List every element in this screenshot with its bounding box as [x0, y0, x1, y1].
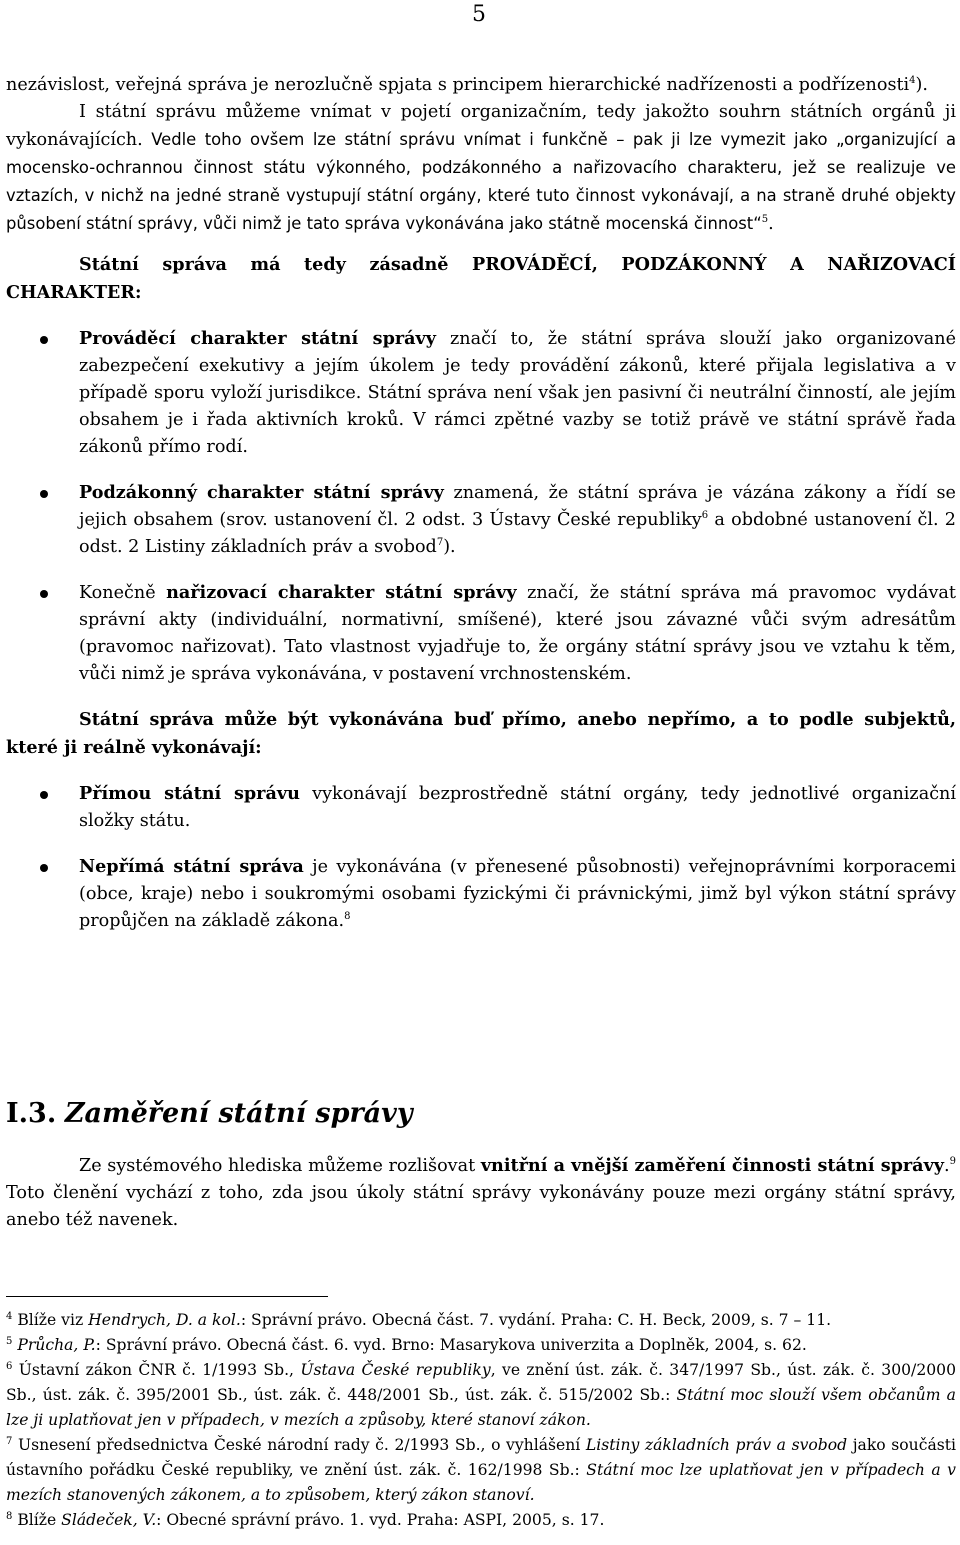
list-item-text: ).	[443, 537, 456, 557]
paragraph-4	[6, 706, 956, 762]
footnote-text: : Správní právo. Obecná část. 6. vyd. Brno: Masarykova univerzita a Doplněk, 2004, s. 62.	[95, 1336, 807, 1354]
footnote-7	[6, 1433, 956, 1508]
footnote-italic: Státní moc slouží všem občanům a lze ji uplatňovat jen v případech, v mezích a způsoby, které stanoví zákon.	[6, 1386, 956, 1429]
footnote-text: Usnesení předsednictva České národní rady č. 2/1993 Sb., o vyhlášení	[12, 1436, 586, 1454]
paragraph-4-bold: Státní správa může být vykonávána buď přímo, anebo nepřímo, a to podle subjektů, které ji reálně vykonávají:	[6, 709, 956, 758]
footnote-text: : Obecné správní právo. 1. vyd. Praha: ASPI, 2005, s. 17.	[156, 1511, 605, 1529]
footnote-text: : Správní právo. Obecná část. 7. vydání. Praha: C. H. Beck, 2009, s. 7 – 11.	[240, 1311, 832, 1329]
paragraph-1-text: nezávislost, veřejná správa je nerozlučně spjata s principem hierarchické nadřízenosti a podřízenosti	[6, 75, 910, 95]
bullet-list-1	[6, 325, 956, 688]
bullet-icon	[40, 490, 48, 498]
section-heading	[6, 1098, 413, 1129]
list-item-text: vykonávají bezprostředně státní orgány, tedy jednotlivé organizační složky státu.	[79, 784, 957, 831]
paragraph-5-text: Toto členění vychází z toho, zda jsou úkoly státní správy vykonávány pouze mezi orgány státní správy, anebo též navenek.	[6, 1183, 956, 1230]
footnote-italic: Státní moc lze uplatňovat jen v případech a v mezích stanovených zákonem, a to způsobem, který zákon stanoví.	[6, 1461, 956, 1504]
list-item-text: značí, že státní správa má pravomoc vydávat správní akty (individuální, normativní, smíšené), které jsou závazné vůči svým adresátům (pravomoc nařizovat). Tato vlastnost vyjadřuje to, že orgány státní správy jsou ve vztahu k těm, vůči nimž je správa vykonávána, v postavení vrchnostenském.	[79, 583, 956, 684]
footnote-ref-6: 6	[701, 510, 709, 522]
footnote-text: Blíže viz	[12, 1311, 89, 1329]
footnote-number: 7	[6, 1435, 13, 1447]
paragraph-1	[6, 72, 956, 99]
list-item-text: značí to, že státní správa slouží jako organizované zabezpečení exekutivy a jejím úkolem je tedy provádění zákonů, které přijala legislativa a v případě sporu vyloží jurisdikce. Státní správa není však jen pasivní či neutrální činností, ale jejím obsahem je i řada aktivních kroků. V rámci zpětné vazby se totiž právě ve státní správě řada zákonů přímo rodí.	[79, 329, 956, 457]
footnote-italic: Hendrych, D. a kol.	[88, 1311, 241, 1329]
paragraph-1-tail: ).	[915, 75, 929, 95]
bullet-icon	[40, 791, 48, 799]
body-text-section	[6, 1152, 956, 1234]
footnote-ref-4: 4	[909, 75, 916, 87]
list-item-text: Konečně	[79, 583, 167, 603]
footnote-number: 6	[6, 1360, 13, 1372]
paragraph-2-text: I státní správu můžeme vnímat v pojetí organizačním, tedy jakožto souhrn státních orgánů ji vykonávajících.	[6, 102, 956, 150]
page-number: 5	[472, 2, 486, 27]
list-item	[6, 479, 956, 561]
list-item-text: znamená, že státní správa je vázána zákony a řídí se jejich obsahem (srov. ustanovení čl. 2 odst. 3 Ústavy České republiky	[79, 483, 956, 530]
footnote-ref-8: 8	[344, 911, 351, 923]
footnote-ref-5: 5	[761, 214, 769, 226]
list-item	[6, 579, 956, 688]
bullet-icon	[40, 336, 48, 344]
footnote-number: 5	[6, 1335, 13, 1347]
section-number: I.3.	[6, 1098, 57, 1129]
footnote-ref-9: 9	[949, 1156, 956, 1168]
list-item-bold: Podzákonný charakter státní správy	[79, 482, 444, 503]
body-text	[6, 72, 956, 935]
footnote-text: Ústavní zákon ČNR č. 1/1993 Sb.,	[12, 1361, 301, 1379]
list-item-bold: nařizovací charakter státní správy	[166, 582, 517, 603]
paragraph-2-tail: .	[768, 214, 774, 234]
footnote-separator	[6, 1296, 328, 1297]
bullet-list-2	[6, 780, 956, 935]
footnote-6	[6, 1358, 956, 1433]
list-item-text: a obdobné ustanovení čl. 2 odst. 2 Listiny základních práv a svobod	[79, 510, 956, 557]
footnote-number: 8	[6, 1510, 13, 1522]
list-item	[6, 853, 956, 935]
footnote-5	[6, 1333, 956, 1358]
footnote-italic: Ústava České republiky	[300, 1361, 491, 1379]
paragraph-5-text: Ze systémového hlediska můžeme rozlišovat	[79, 1156, 481, 1176]
section-title: Zaměření státní správy	[64, 1098, 413, 1129]
bullet-icon	[40, 590, 48, 598]
footnote-text: jako součásti ústavního pořádku České republiky, ve znění úst. zák. č. 162/1998 Sb.:	[6, 1436, 956, 1479]
paragraph-3	[6, 251, 956, 307]
list-item	[6, 325, 956, 461]
list-item-bold: Prováděcí charakter státní správy	[79, 328, 436, 349]
list-item-bold: Přímou státní správu	[79, 783, 300, 804]
footnote-text: Blíže	[12, 1511, 62, 1529]
footnotes	[6, 1308, 956, 1533]
footnote-italic: Listiny základních práv a svobod	[585, 1436, 848, 1454]
footnote-8	[6, 1508, 956, 1533]
paragraph-2	[6, 99, 956, 238]
list-item	[6, 780, 956, 835]
list-item-text: je vykonávána (v přenesené působnosti) veřejnoprávními korporacemi (obce, kraje) nebo i soukromými osobami fyzickými či právnickými, jimž byl výkon státní správy propůjčen na základě zákona.	[79, 857, 956, 931]
list-item-bold: Nepřímá státní správa	[79, 856, 304, 877]
paragraph-3-bold: Státní správa má tedy zásadně PROVÁDĚCÍ, PODZÁKONNÝ A NAŘIZOVACÍ CHARAKTER:	[6, 254, 956, 303]
footnote-ref-7: 7	[436, 537, 444, 549]
paragraph-5-text: .	[944, 1156, 950, 1176]
footnote-italic: Sládeček, V.	[61, 1511, 157, 1529]
footnote-italic: Průcha, P.	[17, 1336, 96, 1354]
bullet-icon	[40, 864, 48, 872]
paragraph-5	[6, 1152, 956, 1234]
footnote-number: 4	[6, 1310, 13, 1322]
paragraph-2-quote: Vedle toho ovšem lze státní správu vnímat i funkčně – pak ji lze vymezit jako „organizující a mocensko-ochrannou činnost státu výkonného, podzákonného a nařizovacího charakteru, jež se realizuje ve vztazích, v nichž na jedné straně vystupují státní orgány, které tuto činnost vykonávají, a na straně druhé objekty působení státní správy, vůči nimž je tato správa vykonávána jako státně mocenská činnost“	[6, 130, 956, 233]
footnote-4	[6, 1308, 956, 1333]
paragraph-5-bold: vnitřní a vnější zaměření činnosti státní správy	[480, 1155, 945, 1176]
footnote-text: , ve znění úst. zák. č. 347/1997 Sb., úst. zák. č. 300/2000 Sb., úst. zák. č. 395/2001 Sb., úst. zák. č. 448/2001 Sb., úst. zák. č. 515/2002 Sb.:	[6, 1361, 956, 1404]
